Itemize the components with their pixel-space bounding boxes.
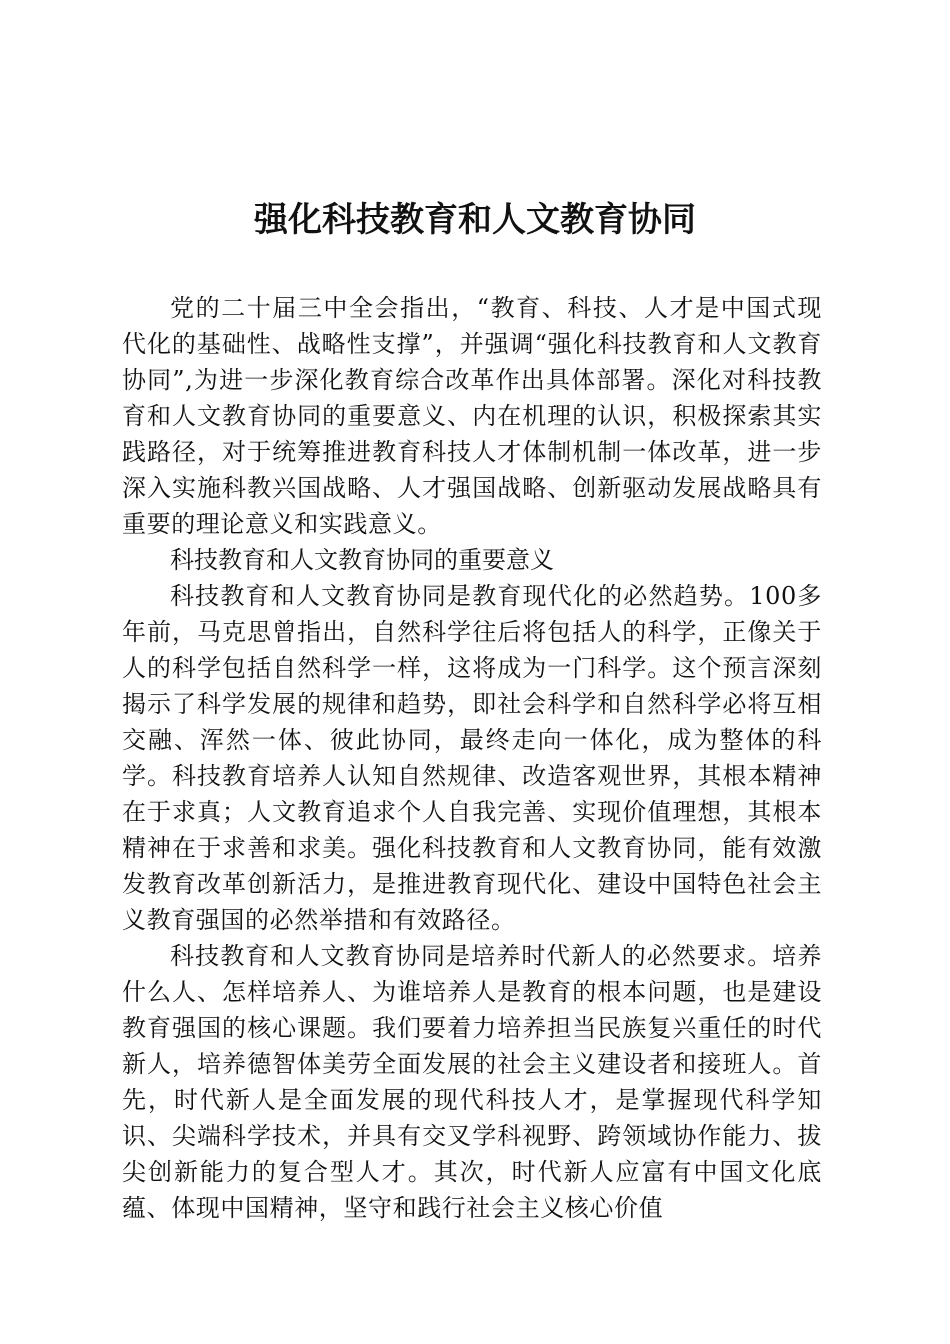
- body-paragraph: 科技教育和人文教育协同是教育现代化的必然趋势。100多年前，马克思曾指出，自然科学往后将包括人的科学，正像关于人的科学包括自然科学一样，这将成为一门科学。这个预言深刻揭示了科学发展的规律和趋势，即社会科学和自然科学必将互相交融、浑然一体、彼此协同，最终走向一体化，成为整体的科学。科技教育培养人认知自然规律、改造客观世界，其根本精神在于求真；人文教育追求个人自我完善、实现价值理想，其根本精神在于求善和求美。强化科技教育和人文教育协同，能有效激发教育改革创新活力，是推进教育现代化、建设中国特色社会主义教育强国的必然举措和有效路径。: [122, 582, 822, 934]
- section-heading: 科技教育和人文教育协同的重要意义: [170, 546, 554, 574]
- intro-paragraph: 党的二十届三中全会指出，“教育、科技、人才是中国式现代化的基础性、战略性支撑”，并强调“强化科技教育和人文教育协同”,为进一步深化教育综合改革作出具体部署。深化对科技教育和人文教育协同的重要意义、内在机理的认识，积极探索其实践路径，对于统筹推进教育科技人才体制机制一体改革，进一步深入实施科教兴国战略、人才强国战略、创新驱动发展战略具有重要的理论意义和实践意义。: [122, 294, 822, 538]
- body-paragraph: 科技教育和人文教育协同是培养时代新人的必然要求。培养什么人、怎样培养人、为谁培养人是教育的根本问题，也是建设教育强国的核心课题。我们要着力培养担当民族复兴重任的时代新人，培养德智体美劳全面发展的社会主义建设者和接班人。首先，时代新人是全面发展的现代科技人才，是掌握现代科学知识、尖端科学技术，并具有交叉学科视野、跨领域协作能力、拔尖创新能力的复合型人才。其次，时代新人应富有中国文化底蕴、体现中国精神，坚守和践行社会主义核心价值: [122, 942, 822, 1222]
- document-body: [122, 290, 822, 1226]
- document-title: 强化科技教育和人文教育协同: [254, 200, 696, 240]
